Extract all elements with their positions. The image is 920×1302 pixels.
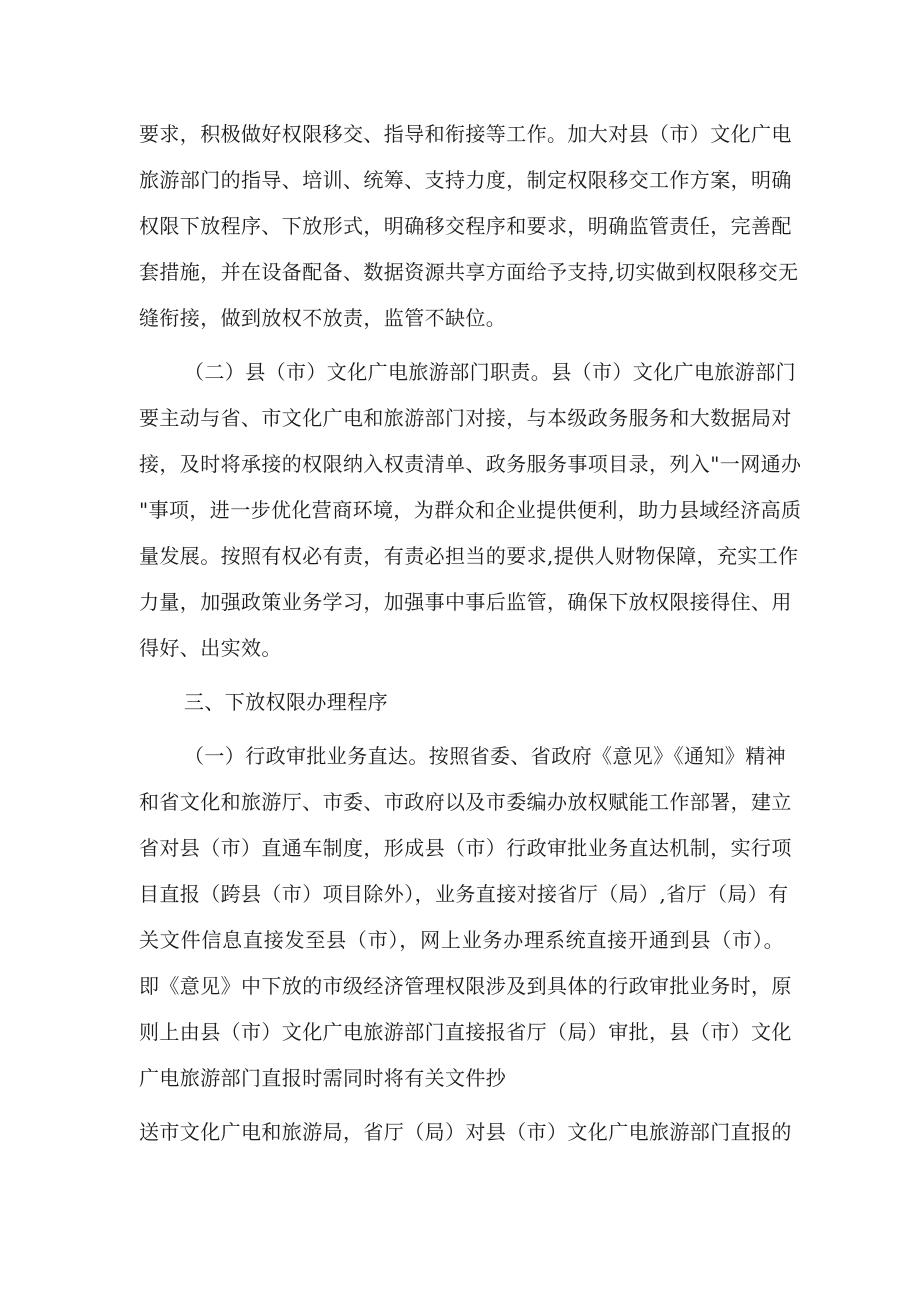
text-line: 即《意见》中下放的市级经济管理权限涉及到具体的行政审批业务时，原: [139, 974, 792, 998]
section-heading: 三、下放权限办理程序: [184, 690, 388, 714]
text-line: 套措施，并在设备配备、数据资源共享方面给予支持,切实做到权限移交无: [139, 260, 799, 284]
text-line: （二）县（市）文化广电旅游部门职责。县（市）文化广电旅游部门: [184, 360, 796, 384]
text-line: 要求，积极做好权限移交、指导和衔接等工作。加大对县（市）文化广电: [139, 122, 792, 146]
text-line: 省对县（市）直通车制度，形成县（市）行政审批业务直达机制，实行项: [139, 836, 792, 860]
text-line: 得好、出实效。: [139, 636, 282, 660]
text-line: 则上由县（市）文化广电旅游部门直接报省厅（局）审批，县（市）文化: [139, 1020, 792, 1044]
text-line: 关文件信息直接发至县（市），网上业务办理系统直接开通到县（市）。: [139, 928, 784, 952]
text-line: 和省文化和旅游厅、市委、市政府以及市委编办放权赋能工作部署，建立: [139, 790, 792, 814]
text-line: 量发展。按照有权必有责，有责必担当的要求,提供人财物保障，充实工作: [139, 544, 799, 568]
text-line: 广电旅游部门直报时需同时将有关文件抄: [139, 1066, 507, 1090]
text-line: 要主动与省、市文化广电和旅游部门对接，与本级政务服务和大数据局对: [139, 406, 792, 430]
text-line: 接，及时将承接的权限纳入权责清单、政务服务事项目录，列入"一网通办: [139, 452, 802, 476]
text-line: 缝衔接，做到放权不放责，监管不缺位。: [139, 306, 507, 330]
text-line: "事项，进一步优化营商环境，为群众和企业提供便利，助力县域经济高质: [139, 498, 802, 522]
text-line: 目直报（跨县（市）项目除外），业务直接对接省厅（局）,省厅（局）有: [139, 882, 789, 906]
text-line: 旅游部门的指导、培训、统筹、支持力度，制定权限移交工作方案，明确: [139, 168, 792, 192]
text-line: 权限下放程序、下放形式，明确移交程序和要求，明确监管责任，完善配: [139, 214, 792, 238]
text-line: （一）行政审批业务直达。按照省委、省政府《意见》《通知》精神: [184, 744, 786, 768]
text-line: 送市文化广电和旅游局，省厅（局）对县（市）文化广电旅游部门直报的: [139, 1120, 792, 1144]
text-line: 力量，加强政策业务学习，加强事中事后监管，确保下放权限接得住、用: [139, 590, 792, 614]
